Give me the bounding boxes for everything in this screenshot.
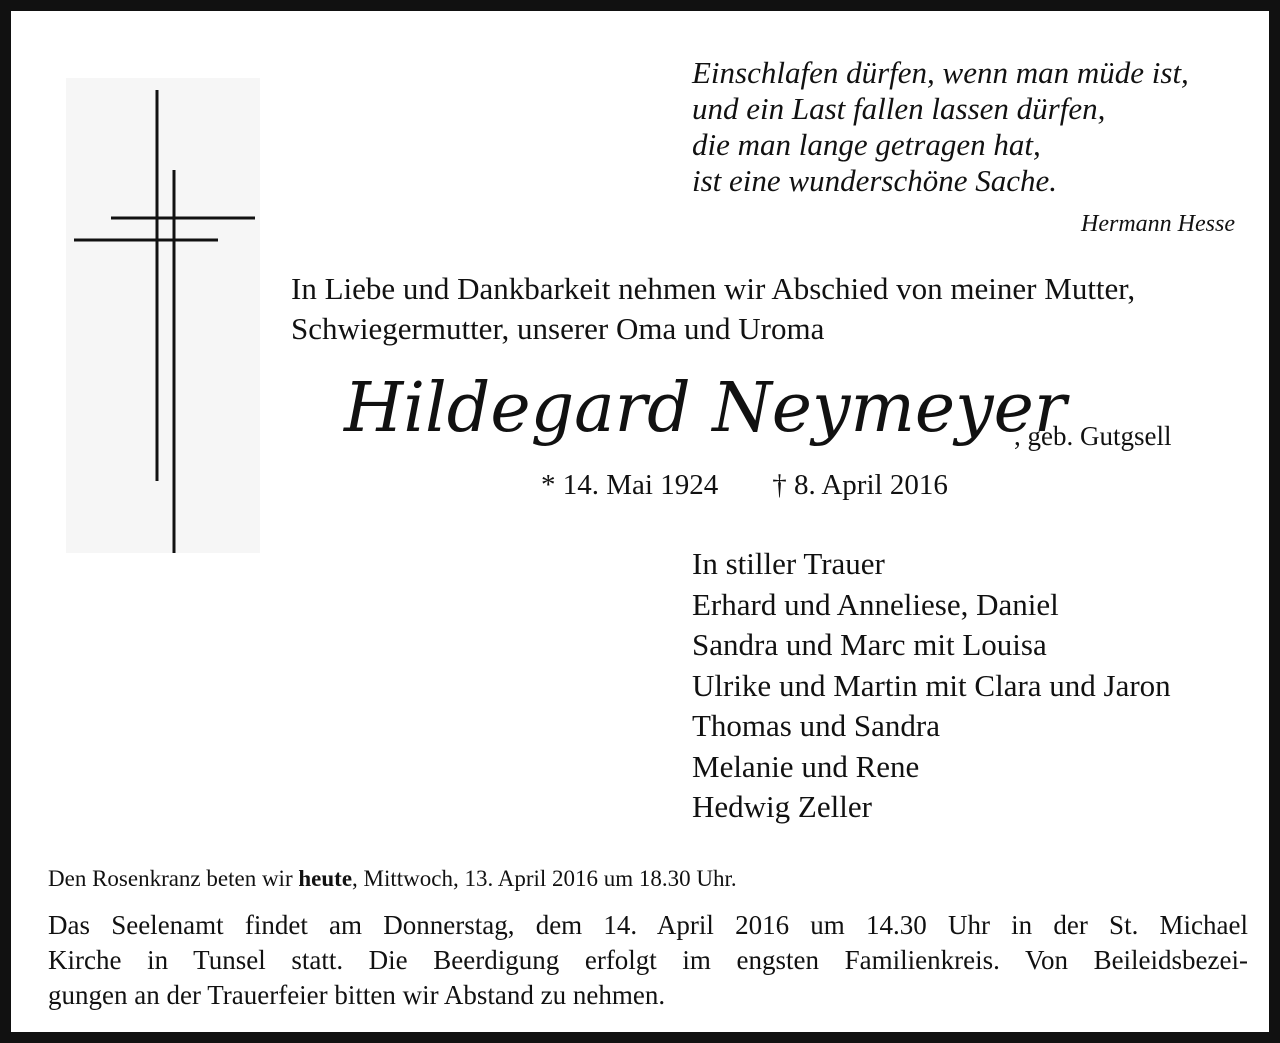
service-notice: [48, 908, 1248, 1013]
quote-author: Hermann Hesse: [1081, 211, 1235, 237]
service-line: gungen an der Trauerfeier bitten wir Abstand zu nehmen.: [48, 980, 666, 1010]
quote-line: Einschlafen dürfen, wenn man müde ist,: [692, 55, 1189, 90]
intro-line: Schwiegermutter, unserer Oma und Uroma: [291, 311, 825, 346]
mourner-line: Erhard und Anneliese, Daniel: [692, 586, 1059, 622]
mourner-line: Thomas und Sandra: [692, 708, 940, 743]
quote-line: und ein Last fallen lassen dürfen,: [692, 91, 1106, 126]
poem-quote: [692, 55, 1252, 199]
rosary-date: , Mittwoch, 13. April 2016 um 18.30 Uhr.: [352, 866, 737, 891]
death-date: † 8. April 2016: [772, 469, 948, 501]
intro-line: In Liebe und Dankbarkeit nehmen wir Abschied von meiner Mutter,: [291, 271, 1136, 306]
intro-text: [291, 269, 1251, 349]
quote-line: ist eine wunderschöne Sache.: [692, 163, 1058, 198]
mourners-list: [692, 544, 1171, 828]
service-line: Das Seelenamt findet am Donnerstag, dem 14. April 2016 um 14.30 Uhr in der St. Michael: [48, 910, 1248, 940]
cross-panel: [66, 78, 260, 553]
rosary-text: Den Rosenkranz beten wir: [48, 866, 299, 891]
life-dates: [541, 469, 948, 502]
rosary-notice: [48, 866, 737, 892]
rosary-day: heute: [298, 866, 353, 891]
maiden-name: , geb. Gutgsell: [1014, 421, 1172, 451]
cross-icon: [66, 78, 260, 553]
mourner-line: Ulrike und Martin mit Clara und Jaron: [692, 667, 1171, 703]
obituary-card: [10, 10, 1270, 1033]
mourner-line: Melanie und Rene: [692, 748, 920, 784]
deceased-name: Hildegard Neymeyer: [344, 369, 1067, 448]
mourner-line: In stiller Trauer: [692, 546, 885, 581]
birth-date: * 14. Mai 1924: [541, 469, 719, 501]
mourner-line: Sandra und Marc mit Louisa: [692, 627, 1047, 662]
mourner-line: Hedwig Zeller: [692, 789, 872, 824]
quote-line: die man lange getragen hat,: [692, 127, 1041, 162]
service-line: Kirche in Tunsel statt. Die Beerdigung erfolgt im engsten Familienkreis. Von Beileidsbezei-: [48, 945, 1248, 975]
